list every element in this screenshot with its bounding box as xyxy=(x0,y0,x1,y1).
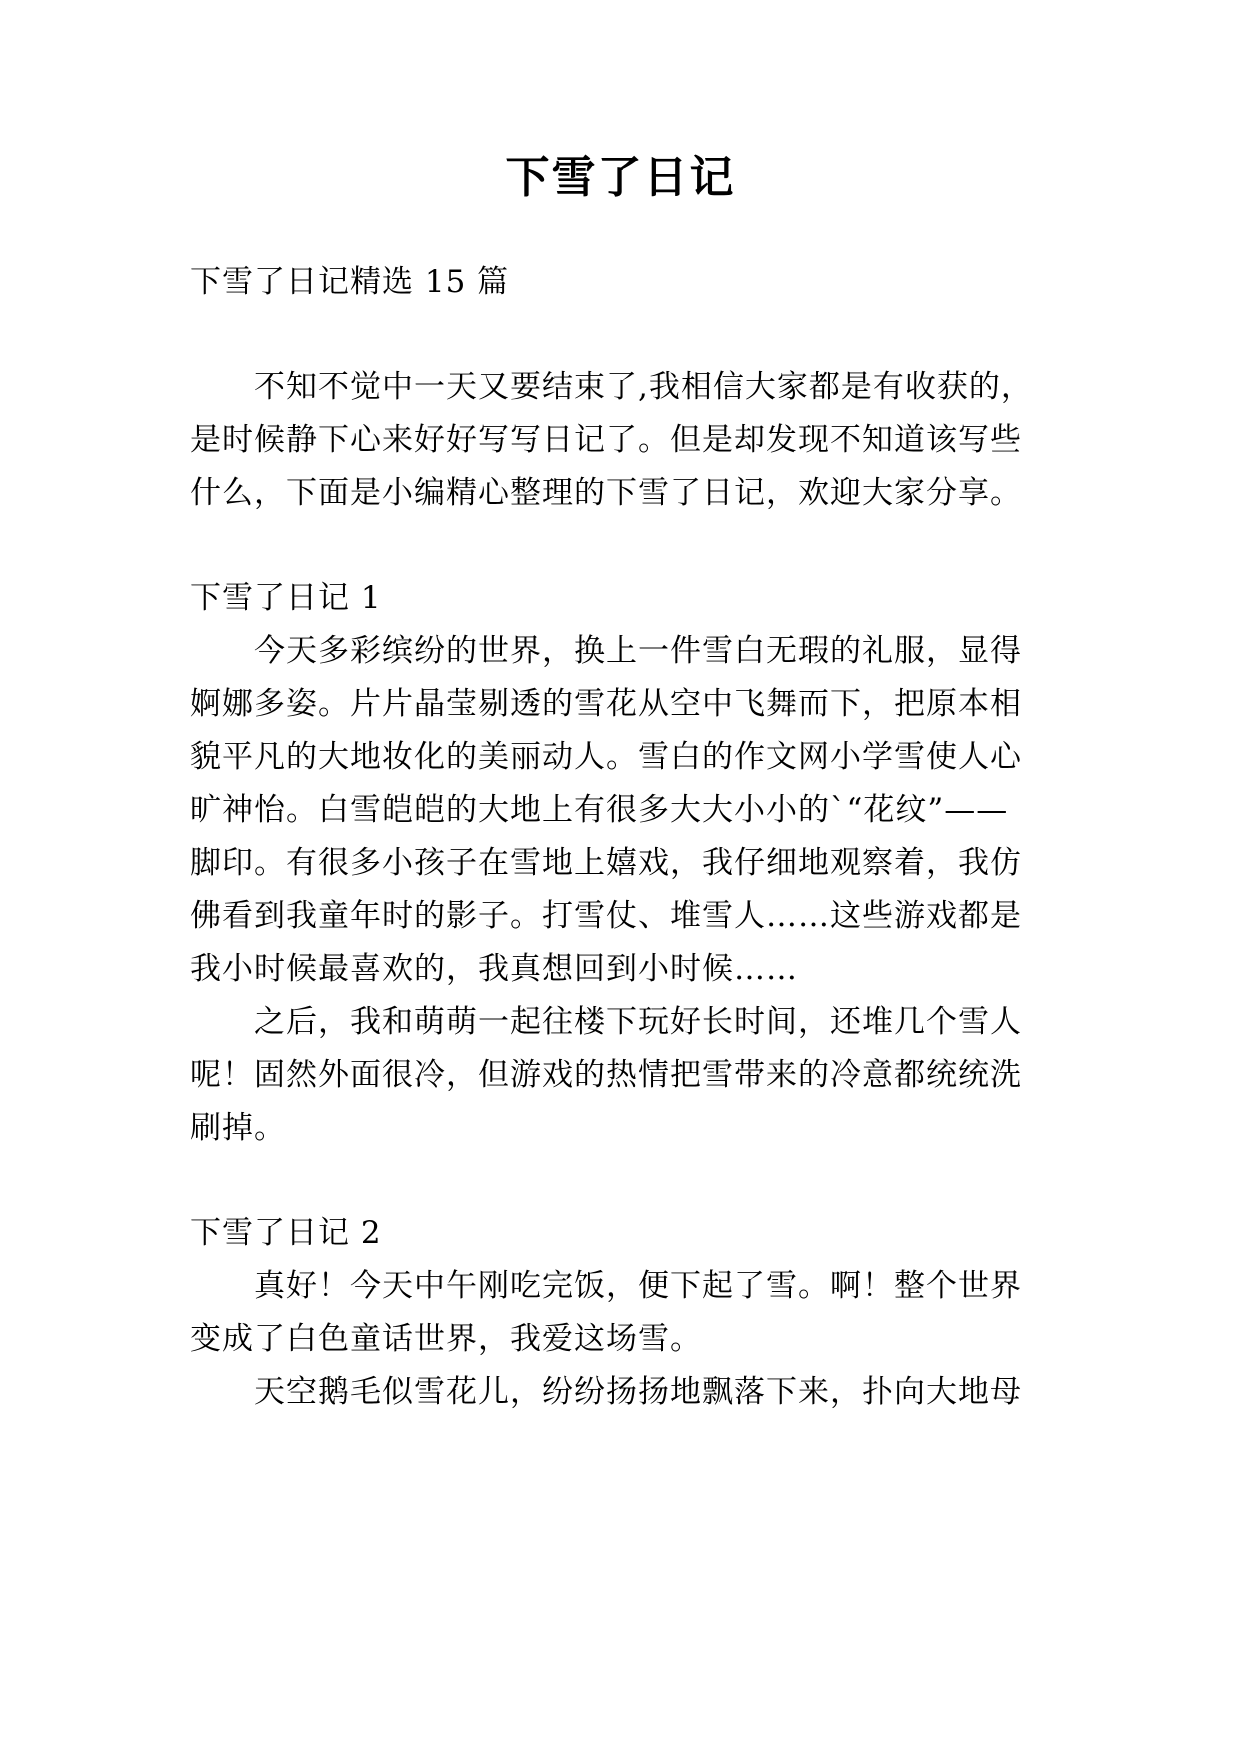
entry-line: 婀娜多姿。片片晶莹剔透的雪花从空中飞舞而下，把原本相 xyxy=(190,686,1022,722)
document-subtitle: 下雪了日记精选 15 篇 xyxy=(190,264,510,300)
entry-line: 变成了白色童话世界，我爱这场雪。 xyxy=(190,1321,702,1357)
entry-heading: 下雪了日记 1 xyxy=(190,580,382,616)
entry-heading: 下雪了日记 2 xyxy=(190,1215,382,1251)
intro-line: 不知不觉中一天又要结束了,我相信大家都是有收获的， xyxy=(254,369,1033,405)
entry-line: 我小时候最喜欢的，我真想回到小时候…… xyxy=(190,951,798,987)
intro-line: 是时候静下心来好好写写日记了。但是却发现不知道该写些 xyxy=(190,422,1022,458)
intro-line: 什么，下面是小编精心整理的下雪了日记，欢迎大家分享。 xyxy=(190,475,1022,511)
entry-line: 天空鹅毛似雪花儿，纷纷扬扬地飘落下来，扑向大地母 xyxy=(254,1374,1022,1410)
entry-line: 真好！今天中午刚吃完饭，便下起了雪。啊！整个世界 xyxy=(254,1268,1022,1304)
entry-line: 刷掉。 xyxy=(190,1110,286,1146)
entry-line: 旷神怡。白雪皑皑的大地上有很多大大小小的`“花纹”—— xyxy=(190,792,1009,828)
entry-line: 貌平凡的大地妆化的美丽动人。雪白的作文网小学雪使人心 xyxy=(190,739,1022,775)
entry-line: 之后，我和萌萌一起往楼下玩好长时间，还堆几个雪人 xyxy=(254,1004,1022,1040)
entry-line: 今天多彩缤纷的世界，换上一件雪白无瑕的礼服，显得 xyxy=(254,633,1022,669)
entry-line: 呢！固然外面很冷，但游戏的热情把雪带来的冷意都统统洗 xyxy=(190,1057,1022,1093)
document-title: 下雪了日记 xyxy=(505,152,736,203)
entry-line: 佛看到我童年时的影子。打雪仗、堆雪人……这些游戏都是 xyxy=(190,898,1022,934)
entry-line: 脚印。有很多小孩子在雪地上嬉戏，我仔细地观察着，我仿 xyxy=(190,845,1022,881)
